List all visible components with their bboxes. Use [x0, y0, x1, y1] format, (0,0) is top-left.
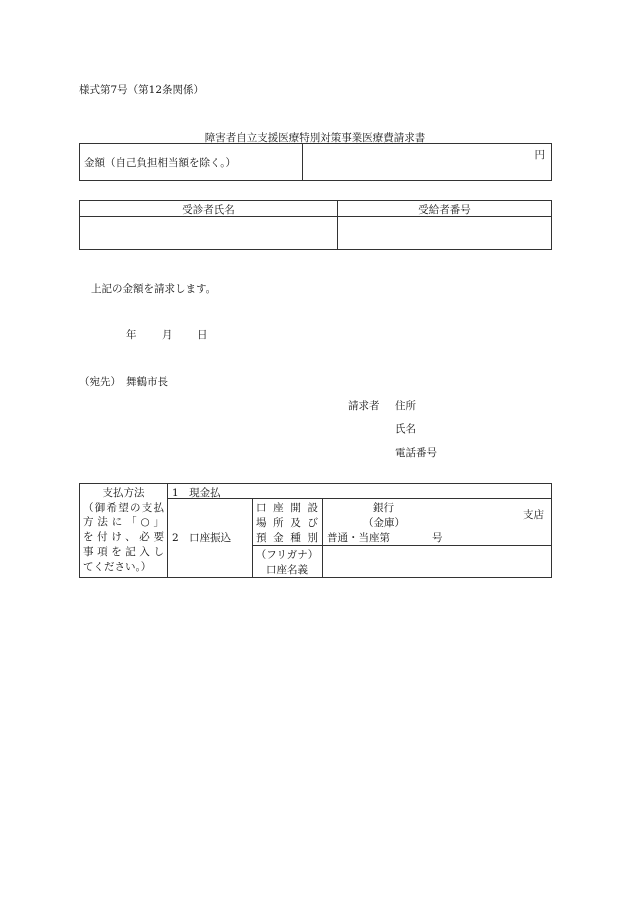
recipient-number-field[interactable] — [338, 217, 551, 249]
amount-label: 金額（自己負担相当額を除く。） — [84, 157, 237, 169]
divider — [252, 545, 551, 546]
account-number-suffix: 号 — [432, 532, 443, 544]
payment-table — [79, 483, 552, 578]
account-header-line: 口座開設 — [256, 502, 318, 514]
account-type[interactable]: 普通・当座第 — [327, 532, 390, 544]
patient-name-field[interactable] — [80, 217, 336, 249]
bank-label: 銀行 — [373, 502, 394, 514]
form-number: 様式第7号（第12条関係） — [79, 84, 205, 96]
branch-label: 支店 — [523, 509, 544, 521]
option-transfer[interactable]: 2 口座振込 — [172, 532, 232, 544]
furigana-label: （フリガナ） — [255, 549, 319, 561]
bank-alt-label: （金庫） — [363, 517, 405, 529]
recipient-number-header: 受給者番号 — [418, 204, 471, 216]
patient-name-header: 受診者氏名 — [182, 204, 235, 216]
payment-method-title: 支払方法 — [102, 487, 145, 499]
yen-unit: 円 — [534, 149, 545, 161]
date-month: 月 — [162, 329, 173, 341]
payment-note-line: てください。） — [83, 561, 152, 573]
patient-table — [79, 200, 552, 250]
divider — [322, 498, 323, 577]
claimant-label: 請求者 — [348, 400, 380, 412]
addressee-name: 舞鶴市長 — [126, 376, 168, 388]
date-year: 年 — [126, 329, 137, 341]
option-cash[interactable]: 1 現金払 — [172, 487, 221, 499]
claimant-name-label: 氏名 — [395, 423, 416, 435]
payment-note-line: 方法に「○」 — [83, 516, 164, 528]
amount-field[interactable] — [305, 144, 545, 178]
addressee-prefix: （宛先） — [79, 376, 121, 388]
payment-note-line: 事項を記入し — [83, 546, 164, 558]
page-title: 障害者自立支援医療特別対策事業医療費請求書 — [204, 132, 426, 144]
claimant-address-label: 住所 — [395, 400, 416, 412]
request-statement: 上記の金額を請求します。 — [91, 283, 217, 295]
divider — [302, 144, 303, 180]
amount-table — [79, 143, 552, 181]
claimant-phone-label: 電話番号 — [395, 447, 437, 459]
divider — [167, 498, 551, 499]
account-holder-field[interactable] — [324, 547, 551, 576]
payment-note-line: （御希望の支払 — [83, 502, 164, 514]
account-header-line: 場所及び — [256, 517, 318, 529]
account-holder-label: 口座名義 — [266, 564, 308, 576]
account-header-line: 預金種別 — [256, 532, 318, 544]
payment-note-line: を付け、必要 — [83, 531, 164, 543]
date-day: 日 — [197, 329, 208, 341]
